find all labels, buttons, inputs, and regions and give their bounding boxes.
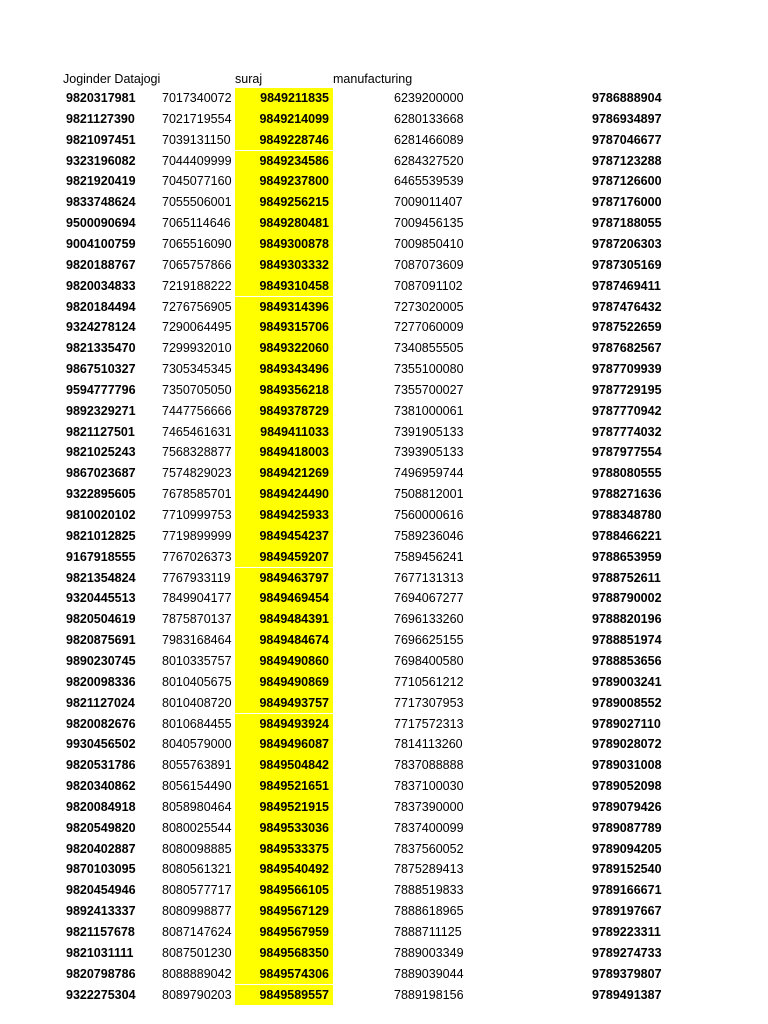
cell-col2[interactable]: 7305345345 [162,362,232,377]
cell-manufacturing[interactable]: 7837560052 [394,841,464,856]
table-row [0,442,768,463]
cell-manufacturing[interactable]: 6281466089 [394,132,464,147]
cell-suraj[interactable]: 9849566105 [235,880,333,901]
cell-suraj[interactable]: 9849493757 [235,693,333,714]
table-row [0,943,768,964]
cell-suraj[interactable]: 9849378729 [235,401,333,422]
cell-col5[interactable]: 9787123288 [592,153,662,168]
cell-col2[interactable]: 7021719554 [162,111,232,126]
cell-manufacturing[interactable]: 7837088888 [394,758,464,773]
cell-manufacturing[interactable]: 7355100080 [394,362,464,377]
cell-manufacturing[interactable]: 7393905133 [394,445,464,460]
cell-col5[interactable]: 9787188055 [592,216,662,231]
table-row [0,505,768,526]
cell-manufacturing[interactable]: 7677131313 [394,570,464,585]
cell-col2[interactable]: 7767933119 [162,570,231,585]
cell-suraj[interactable]: 9849256215 [235,192,333,213]
cell-manufacturing[interactable]: 7355700027 [394,382,464,397]
cell-suraj[interactable]: 9849310458 [235,276,333,297]
cell-col2[interactable]: 8010684455 [162,716,232,731]
cell-manufacturing[interactable]: 7875289413 [394,862,464,877]
cell-suraj[interactable]: 9849521915 [235,797,333,818]
table-row [0,255,768,276]
cell-col5[interactable]: 9789087789 [592,820,662,835]
cell-suraj[interactable]: 9849425933 [235,505,333,526]
cell-col2[interactable]: 8080577717 [162,883,232,898]
cell-joginder[interactable]: 9890230745 [66,653,136,668]
cell-col2[interactable]: 7045077160 [162,174,232,189]
cell-col2[interactable]: 8055763891 [162,758,232,773]
cell-suraj[interactable]: 9849280481 [235,213,333,234]
cell-joginder[interactable]: 9821025243 [66,445,136,460]
cell-manufacturing[interactable]: 7889039044 [394,966,464,981]
table-row [0,151,768,172]
cell-manufacturing[interactable]: 7837100030 [394,779,464,794]
cell-manufacturing[interactable]: 7560000616 [394,508,464,522]
cell-suraj[interactable]: 9849463797 [235,568,333,589]
header-manufacturing[interactable]: manufacturing [333,72,413,86]
cell-suraj[interactable]: 9849424490 [235,484,333,505]
cell-manufacturing[interactable]: 7508812001 [394,487,464,502]
cell-suraj[interactable]: 9849237800 [235,171,333,192]
cell-col5[interactable]: 9788790002 [592,591,662,606]
cell-joginder[interactable]: 9833748624 [66,195,136,210]
cell-col2[interactable]: 7983168464 [162,633,232,648]
table-row [0,463,768,484]
cell-suraj[interactable]: 9849496087 [235,734,333,755]
cell-manufacturing[interactable]: 6239200000 [394,91,464,105]
cell-joginder[interactable]: 9820504619 [66,612,136,627]
cell-col2[interactable]: 8080025544 [162,820,232,835]
cell-col2[interactable]: 8040579000 [162,737,232,752]
cell-col5[interactable]: 9789079426 [592,799,662,814]
cell-col2[interactable]: 7219188222 [162,278,232,293]
cell-col5[interactable]: 9788271636 [592,487,662,502]
cell-joginder[interactable]: 9820184494 [66,299,136,314]
cell-col5[interactable]: 9787522659 [592,320,662,335]
cell-col2[interactable]: 7568328877 [162,445,232,460]
cell-col2[interactable]: 8087501230 [162,945,232,960]
cell-col5[interactable]: 9789027110 [592,716,661,731]
cell-manufacturing[interactable]: 7391905133 [394,424,464,439]
cell-col2[interactable]: 8088889042 [162,966,232,981]
cell-suraj[interactable]: 9849533036 [235,818,333,839]
cell-joginder[interactable]: 9324278124 [66,320,136,335]
table-row [0,380,768,401]
table-row [0,568,768,589]
cell-joginder[interactable]: 9821157678 [66,925,135,939]
cell-joginder[interactable]: 9820402887 [66,841,136,856]
cell-joginder[interactable]: 9322895605 [66,487,136,502]
cell-col2[interactable]: 7447756666 [162,403,232,418]
cell-suraj[interactable]: 9849490860 [235,651,333,672]
cell-joginder[interactable]: 9821097451 [66,132,136,147]
table-row [0,755,768,776]
cell-joginder[interactable]: 9820082676 [66,716,136,731]
table-row [0,588,768,609]
cell-col5[interactable]: 9787176000 [592,195,662,210]
cell-suraj[interactable]: 9849567129 [235,901,333,922]
cell-joginder[interactable]: 9810020102 [66,508,136,522]
table-row [0,484,768,505]
cell-suraj[interactable]: 9849540492 [235,859,333,880]
table-row [0,672,768,693]
cell-joginder[interactable]: 9820317981 [66,91,136,105]
cell-suraj[interactable]: 9849421269 [235,463,333,484]
cell-suraj[interactable]: 9849469454 [235,588,333,609]
cell-col5[interactable]: 9789152540 [592,862,662,877]
cell-suraj[interactable]: 9849234586 [235,151,333,172]
cell-joginder[interactable]: 9867510327 [66,362,136,377]
cell-manufacturing[interactable]: 7814113260 [394,737,463,752]
cell-joginder[interactable]: 9820034833 [66,278,136,293]
cell-joginder[interactable]: 9867023687 [66,466,136,481]
cell-col2[interactable]: 7875870137 [162,612,232,627]
cell-col2[interactable]: 7719899999 [162,528,232,543]
table-row [0,630,768,651]
table-row [0,880,768,901]
cell-col5[interactable]: 9787305169 [592,257,662,272]
cell-col5[interactable]: 9789008552 [592,695,662,710]
cell-joginder[interactable]: 9821127024 [66,695,135,710]
cell-joginder[interactable]: 9821012825 [66,528,136,543]
cell-col2[interactable]: 8010408720 [162,695,232,710]
cell-suraj[interactable]: 9849214099 [235,109,333,130]
cell-col2[interactable]: 7065757866 [162,257,232,272]
cell-col5[interactable]: 9787682567 [592,341,662,356]
cell-manufacturing[interactable]: 7694067277 [394,591,464,606]
cell-col5[interactable]: 9786888904 [592,91,662,105]
table-row [0,714,768,735]
cell-col2[interactable]: 8080098885 [162,841,232,856]
table-row [0,547,768,568]
cell-manufacturing[interactable]: 7698400580 [394,653,464,668]
cell-col5[interactable]: 9787206303 [592,236,662,251]
table-row [0,964,768,985]
table-row [0,422,768,443]
cell-col2[interactable]: 8010335757 [162,653,232,668]
cell-manufacturing[interactable]: 7710561212 [394,674,464,689]
table-row [0,922,768,943]
table-row [0,985,768,1006]
cell-suraj[interactable]: 9849490869 [235,672,333,693]
cell-col2[interactable]: 8010405675 [162,674,232,689]
cell-col5[interactable]: 9789003241 [592,674,662,689]
cell-col2[interactable]: 7710999753 [162,508,232,522]
cell-manufacturing[interactable]: 7888711125 [394,925,462,939]
cell-manufacturing[interactable]: 7340855505 [394,341,464,356]
cell-col2[interactable]: 8080998877 [162,904,232,919]
cell-suraj[interactable]: 9849418003 [235,442,333,463]
cell-joginder[interactable]: 9821335470 [66,341,136,356]
cell-joginder[interactable]: 9930456502 [66,737,136,752]
table-row [0,651,768,672]
table-row [0,234,768,255]
cell-manufacturing[interactable]: 7889003349 [394,945,464,960]
cell-col5[interactable]: 9787770942 [592,403,662,418]
cell-manufacturing[interactable]: 7009011407 [394,195,463,210]
cell-col5[interactable]: 9789223311 [592,925,661,939]
cell-col5[interactable]: 9788653959 [592,549,662,564]
cell-suraj[interactable]: 9849315706 [235,317,333,338]
cell-col5[interactable]: 9788853656 [592,653,662,668]
cell-joginder[interactable]: 9820798786 [66,966,136,981]
cell-manufacturing[interactable]: 7277060009 [394,320,464,335]
cell-manufacturing[interactable]: 7381000061 [394,403,464,418]
cell-manufacturing[interactable]: 7589236046 [394,528,464,543]
cell-suraj[interactable]: 9849484391 [235,609,333,630]
cell-joginder[interactable]: 9821127390 [66,111,135,126]
cell-manufacturing[interactable]: 6280133668 [394,111,464,126]
cell-col2[interactable]: 8080561321 [162,862,232,877]
cell-manufacturing[interactable]: 7496959744 [394,466,464,481]
cell-joginder[interactable]: 9820549820 [66,820,136,835]
cell-manufacturing[interactable]: 7696133260 [394,612,464,627]
table-row [0,859,768,880]
table-row [0,317,768,338]
cell-col2[interactable]: 8087147624 [162,925,232,939]
cell-col5[interactable]: 9789491387 [592,987,662,1002]
cell-suraj[interactable]: 9849454237 [235,526,333,547]
table-row [0,401,768,422]
cell-col5[interactable]: 9789052098 [592,779,662,794]
table-row [0,839,768,860]
table-row [0,526,768,547]
cell-col2[interactable]: 7465461631 [162,424,232,439]
cell-col2[interactable]: 7574829023 [162,466,232,481]
cell-manufacturing[interactable]: 7717307953 [394,695,464,710]
cell-col2[interactable]: 8058980464 [162,799,232,814]
cell-col2[interactable]: 7290064495 [162,320,232,335]
cell-col5[interactable]: 9789197667 [592,904,662,919]
cell-col5[interactable]: 9789094205 [592,841,662,856]
cell-manufacturing[interactable]: 7087073609 [394,257,464,272]
cell-joginder[interactable]: 9500090694 [66,216,136,231]
cell-col2[interactable]: 7065114646 [162,216,231,231]
cell-joginder[interactable]: 9870103095 [66,862,136,877]
cell-col5[interactable]: 9788348780 [592,508,662,522]
cell-col5[interactable]: 9789028072 [592,737,662,752]
cell-col2[interactable]: 7849904177 [162,591,232,606]
cell-joginder[interactable]: 9594777796 [66,382,136,397]
cell-joginder[interactable]: 9167918555 [66,549,136,564]
header-joginder-datajogi[interactable]: Joginder Datajogi [63,72,161,86]
cell-joginder[interactable]: 9892329271 [66,403,136,418]
cell-suraj[interactable]: 9849211835 [235,88,333,109]
cell-suraj[interactable]: 9849411033 [235,422,333,443]
cell-joginder[interactable]: 9320445513 [66,591,136,606]
cell-suraj[interactable]: 9849568350 [235,943,333,964]
cell-col2[interactable]: 7767026373 [162,549,232,564]
table-row [0,776,768,797]
cell-suraj[interactable]: 9849300878 [235,234,333,255]
cell-suraj[interactable]: 9849356218 [235,380,333,401]
cell-col5[interactable]: 9788752611 [592,570,661,585]
table-row [0,88,768,109]
header-suraj[interactable]: suraj [235,72,263,86]
cell-manufacturing[interactable]: 7837390000 [394,799,464,814]
cell-suraj[interactable]: 9849493924 [235,714,333,735]
cell-col2[interactable]: 7678585701 [162,487,232,502]
cell-joginder[interactable]: 9322275304 [66,987,136,1002]
cell-suraj[interactable]: 9849574306 [235,964,333,985]
cell-col5[interactable]: 9788851974 [592,633,662,648]
cell-manufacturing[interactable]: 7009456135 [394,216,464,231]
cell-suraj[interactable]: 9849521651 [235,776,333,797]
cell-joginder[interactable]: 9892413337 [66,904,136,919]
cell-joginder[interactable]: 9821127501 [66,424,135,439]
cell-col5[interactable]: 9787476432 [592,299,662,314]
table-row [0,693,768,714]
cell-manufacturing[interactable]: 6465539539 [394,174,464,189]
cell-col5[interactable]: 9788080555 [592,466,662,481]
table-row [0,359,768,380]
table-row [0,901,768,922]
cell-col2[interactable]: 7299932010 [162,341,232,356]
cell-col5[interactable]: 9788820196 [592,612,662,627]
cell-col5[interactable]: 9787977554 [592,445,662,460]
cell-suraj[interactable]: 9849322060 [235,338,333,359]
cell-col2[interactable]: 8089790203 [162,987,232,1002]
cell-manufacturing[interactable]: 7273020005 [394,299,464,314]
cell-manufacturing[interactable]: 6284327520 [394,153,464,168]
table-row [0,109,768,130]
cell-joginder[interactable]: 9821031111 [66,945,134,960]
cell-col2[interactable]: 7065516090 [162,236,232,251]
cell-joginder[interactable]: 9820084918 [66,799,136,814]
cell-manufacturing[interactable]: 7696625155 [394,633,464,648]
cell-col5[interactable]: 9787469411 [592,278,661,293]
cell-col5[interactable]: 9789274733 [592,945,662,960]
table-row [0,734,768,755]
cell-suraj[interactable]: 9849228746 [235,130,333,151]
cell-joginder[interactable]: 9820340862 [66,779,136,794]
table-row [0,130,768,151]
table-row [0,338,768,359]
cell-joginder[interactable]: 9820531786 [66,758,136,773]
cell-suraj[interactable]: 9849314396 [235,297,333,318]
cell-suraj[interactable]: 9849484674 [235,630,333,651]
cell-col5[interactable]: 9787709939 [592,362,662,377]
cell-col2[interactable]: 7017340072 [162,91,232,105]
cell-joginder[interactable]: 9821920419 [66,174,136,189]
cell-col2[interactable]: 7039131150 [162,132,231,147]
cell-suraj[interactable]: 9849504842 [235,755,333,776]
cell-suraj[interactable]: 9849343496 [235,359,333,380]
cell-suraj[interactable]: 9849533375 [235,839,333,860]
cell-joginder[interactable]: 9820875691 [66,633,136,648]
cell-manufacturing[interactable]: 7888618965 [394,904,464,919]
cell-manufacturing[interactable]: 7087091102 [394,278,463,293]
cell-col5[interactable]: 9786934897 [592,111,662,126]
cell-suraj[interactable]: 9849589557 [235,985,333,1006]
cell-col5[interactable]: 9788466221 [592,528,662,543]
cell-col5[interactable]: 9789379807 [592,966,662,981]
table-row [0,818,768,839]
cell-col5[interactable]: 9787126600 [592,174,662,189]
table-row [0,276,768,297]
table-row [0,213,768,234]
cell-manufacturing[interactable]: 7888519833 [394,883,464,898]
table-row [0,171,768,192]
cell-col2[interactable]: 7055506001 [162,195,232,210]
cell-joginder[interactable]: 9821354824 [66,570,136,585]
table-row [0,797,768,818]
cell-suraj[interactable]: 9849567959 [235,922,333,943]
table-row [0,297,768,318]
cell-col2[interactable]: 8056154490 [162,779,232,794]
cell-joginder[interactable]: 9004100759 [66,236,136,251]
cell-manufacturing[interactable]: 7589456241 [394,549,464,564]
cell-col2[interactable]: 7350705050 [162,382,232,397]
cell-manufacturing[interactable]: 7717572313 [394,716,464,731]
cell-joginder[interactable]: 9820188767 [66,257,136,272]
cell-col2[interactable]: 7276756905 [162,299,232,314]
cell-joginder[interactable]: 9323196082 [66,153,136,168]
cell-col5[interactable]: 9789031008 [592,758,662,773]
cell-col5[interactable]: 9789166671 [592,883,662,898]
table-row [0,192,768,213]
cell-col5[interactable]: 9787774032 [592,424,662,439]
cell-manufacturing[interactable]: 7009850410 [394,236,464,251]
cell-joginder[interactable]: 9820454946 [66,883,136,898]
cell-suraj[interactable]: 9849459207 [235,547,333,568]
cell-suraj[interactable]: 9849303332 [235,255,333,276]
cell-col5[interactable]: 9787046677 [592,132,662,147]
cell-manufacturing[interactable]: 7889198156 [394,987,464,1002]
cell-manufacturing[interactable]: 7837400099 [394,820,464,835]
cell-col2[interactable]: 7044409999 [162,153,232,168]
table-row [0,609,768,630]
cell-joginder[interactable]: 9820098336 [66,674,136,689]
cell-col5[interactable]: 9787729195 [592,382,662,397]
